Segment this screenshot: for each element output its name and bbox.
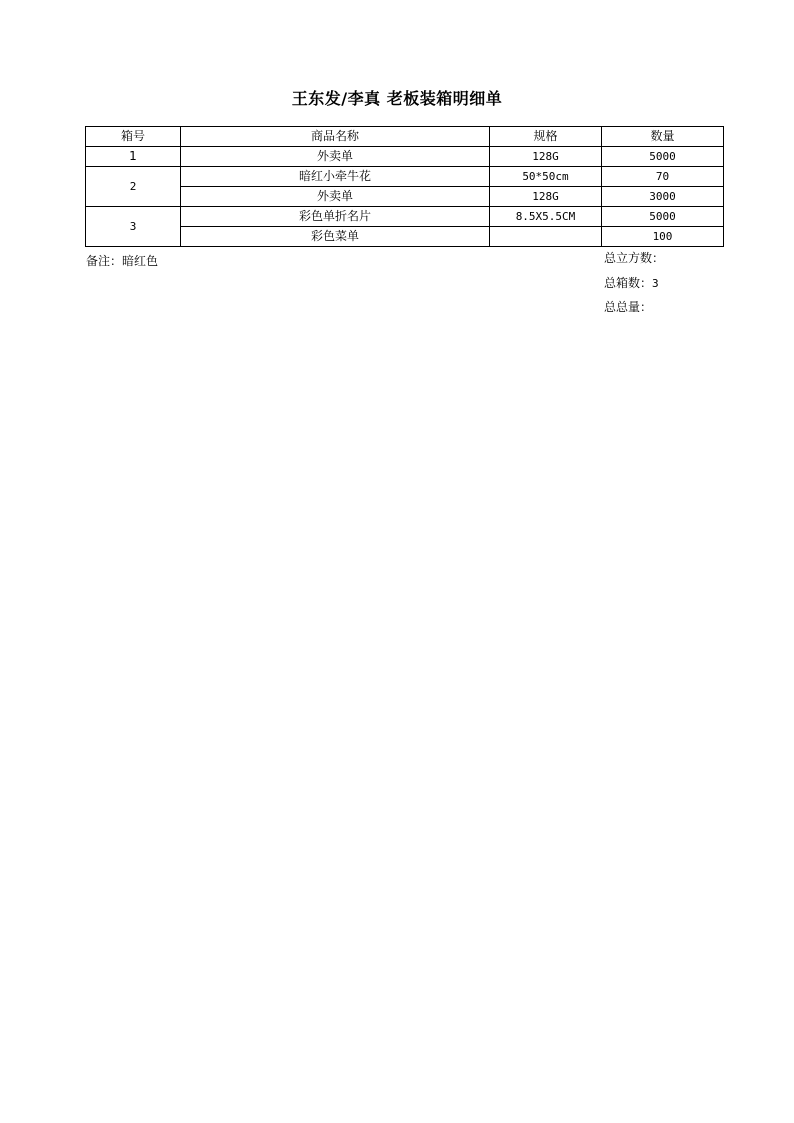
product-name-cell: 外卖单 <box>181 147 490 167</box>
quantity-cell: 3000 <box>602 187 724 207</box>
total-weight <box>604 298 652 315</box>
product-name-cell: 外卖单 <box>181 187 490 207</box>
quantity-cell: 5000 <box>602 147 724 167</box>
total-weight-label: 总总量： <box>604 300 653 314</box>
total-boxes <box>604 274 659 291</box>
total-volume <box>604 249 664 266</box>
quantity-cell: 70 <box>602 167 724 187</box>
spec-cell: 128G <box>490 147 602 167</box>
remark-label: 备注： <box>86 254 123 268</box>
product-name-cell: 彩色单折名片 <box>181 207 490 227</box>
spec-cell <box>490 227 602 247</box>
table-header-row <box>86 127 724 147</box>
spec-cell: 128G <box>490 187 602 207</box>
quantity-cell: 5000 <box>602 207 724 227</box>
table-row <box>86 207 724 227</box>
header-box-no: 箱号 <box>86 127 181 147</box>
box-number-cell: 1 <box>86 147 181 167</box>
spec-cell: 50*50cm <box>490 167 602 187</box>
header-spec: 规格 <box>490 127 602 147</box>
header-product-name: 商品名称 <box>181 127 490 147</box>
product-name-cell: 暗红小牵牛花 <box>181 167 490 187</box>
spec-cell: 8.5X5.5CM <box>490 207 602 227</box>
quantity-cell: 100 <box>602 227 724 247</box>
remark <box>86 252 158 269</box>
total-volume-label: 总立方数： <box>604 251 665 265</box>
box-number-cell: 3 <box>86 207 181 247</box>
product-name-cell: 彩色菜单 <box>181 227 490 247</box>
table-row <box>86 167 724 187</box>
packing-list-table <box>85 126 724 247</box>
table-row <box>86 147 724 167</box>
table-row <box>86 187 724 207</box>
box-number-cell: 2 <box>86 167 181 207</box>
total-boxes-label: 总箱数： <box>604 276 653 290</box>
table-row <box>86 227 724 247</box>
remark-value: 暗红色 <box>122 254 159 268</box>
document-title: 王东发/李真 老板装箱明细单 <box>291 89 503 108</box>
total-boxes-value: 3 <box>652 277 659 290</box>
header-quantity: 数量 <box>602 127 724 147</box>
